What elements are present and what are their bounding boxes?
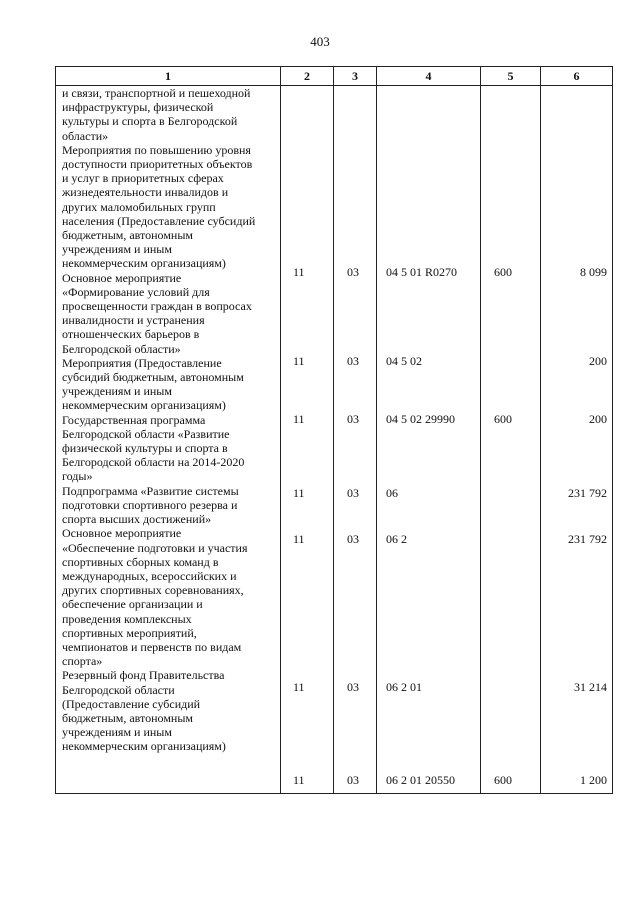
subsection-code: 03 — [347, 412, 359, 426]
description-line: Мероприятия (Предоставление — [62, 355, 222, 370]
description-line: других маломобильных групп — [62, 199, 216, 214]
description-line: спортивных сборных команд в — [62, 554, 219, 569]
description-line: подготовки спортивного резерва и — [62, 497, 238, 512]
target-article-code: 06 2 — [386, 532, 407, 546]
amount: 1 200 — [580, 773, 607, 787]
description-line: доступности приоритетных объектов — [62, 157, 253, 172]
table-row — [56, 532, 612, 546]
table-row — [56, 354, 612, 368]
description-line: чемпионатов и первенств по видам — [62, 639, 242, 654]
amount: 200 — [589, 412, 607, 426]
description-line: инвалидности и устранения — [62, 313, 205, 328]
target-article-code: 04 5 02 29990 — [386, 412, 455, 426]
description-line: Мероприятия по повышению уровня — [62, 142, 251, 157]
description-line: учреждениям и иным — [62, 242, 172, 257]
description-line: Основное мероприятие — [62, 270, 182, 285]
description-line: некоммерческим организациям) — [62, 739, 226, 754]
subsection-code: 03 — [347, 773, 359, 787]
description-line: Резервный фонд Правительства — [62, 668, 225, 683]
description-line: субсидий бюджетным, автономным — [62, 370, 244, 385]
header-col-3: 3 — [352, 69, 358, 83]
description-line: Белгородской области «Развитие — [62, 426, 230, 441]
description-line: области» — [62, 128, 109, 143]
description-line: международных, всероссийских и — [62, 568, 237, 583]
table-row — [56, 680, 612, 694]
description-line: Основное мероприятие — [62, 526, 182, 541]
description-line: других спортивных соревнованиях, — [62, 583, 244, 598]
section-code: 11 — [293, 412, 305, 426]
description-line: культуры и спорта в Белгородской — [62, 114, 238, 129]
description-line: проведения комплексных — [62, 611, 192, 626]
description-line: Белгородской области» — [62, 341, 181, 356]
target-article-code: 06 2 01 — [386, 680, 422, 694]
description-line: «Формирование условий для — [62, 284, 210, 299]
description-line: Подпрограмма «Развитие системы — [62, 483, 239, 498]
target-article-code: 04 5 02 — [386, 354, 422, 368]
table-row — [56, 483, 612, 500]
description-line: годы» — [62, 469, 93, 484]
section-code: 11 — [293, 532, 305, 546]
section-code: 11 — [293, 486, 305, 500]
description-line: некоммерческим организациям) — [62, 256, 226, 271]
description-line: населения (Предоставление субсидий — [62, 213, 256, 228]
description-line: физической культуры и спорта в — [62, 441, 228, 456]
section-code: 11 — [293, 773, 305, 787]
subsection-code: 03 — [347, 486, 359, 500]
description-line: спортивных мероприятий, — [62, 625, 197, 640]
description-line: Белгородской области на 2014-2020 — [62, 455, 245, 470]
subsection-code: 03 — [347, 532, 359, 546]
description-line: обеспечение организации и — [62, 597, 203, 612]
header-col-4: 4 — [425, 69, 432, 83]
table-row — [56, 265, 612, 279]
target-article-code: 04 5 01 R0270 — [386, 265, 458, 279]
header-col-5: 5 — [507, 69, 514, 83]
description-line: «Обеспечение подготовки и участия — [62, 540, 248, 555]
amount: 231 792 — [568, 486, 607, 500]
description-line: и услуг в приоритетных сферах — [62, 171, 224, 186]
description-line: (Предоставление субсидий — [62, 696, 201, 711]
target-article-code: 06 — [386, 486, 398, 500]
description-line: жизнедеятельности инвалидов и — [62, 185, 229, 200]
subsection-code: 03 — [347, 265, 359, 279]
header-col-2: 2 — [304, 69, 310, 83]
amount: 200 — [589, 354, 607, 368]
amount: 231 792 — [568, 532, 607, 546]
amount: 31 214 — [574, 680, 607, 694]
description-line: просвещенности граждан в вопросах — [62, 299, 252, 314]
expense-type-code: 600 — [494, 773, 512, 787]
header-col-1: 1 — [165, 69, 171, 83]
description-line: некоммерческим организациям) — [62, 398, 226, 413]
expense-type-code: 600 — [494, 265, 512, 279]
expense-type-code: 600 — [494, 412, 512, 426]
header-col-6: 6 — [573, 69, 580, 83]
description-line: Государственная программа — [62, 412, 206, 427]
section-code: 11 — [293, 680, 305, 694]
description-line: и связи, транспортной и пешеходной — [62, 86, 251, 100]
table-row — [56, 773, 612, 787]
description-line: бюджетным, автономным — [62, 710, 193, 725]
section-code: 11 — [293, 354, 305, 368]
target-article-code: 06 2 01 20550 — [386, 773, 455, 787]
description-line: учреждениям и иным — [62, 725, 172, 740]
description-line: спорта высших достижений» — [62, 512, 212, 527]
table-row — [56, 412, 612, 426]
budget-table — [55, 66, 613, 794]
amount: 8 099 — [580, 265, 607, 279]
description-line: бюджетным, автономным — [62, 228, 193, 243]
section-code: 11 — [293, 265, 305, 279]
page-number: 403 — [310, 34, 330, 49]
description-line: учреждениям и иным — [62, 384, 172, 399]
description-line: Белгородской области — [62, 682, 175, 697]
description-line: отношенческих барьеров в — [62, 327, 200, 342]
subsection-code: 03 — [347, 354, 359, 368]
subsection-code: 03 — [347, 680, 359, 694]
description-line: инфраструктуры, физической — [62, 100, 214, 115]
description-line: спорта» — [62, 654, 103, 669]
